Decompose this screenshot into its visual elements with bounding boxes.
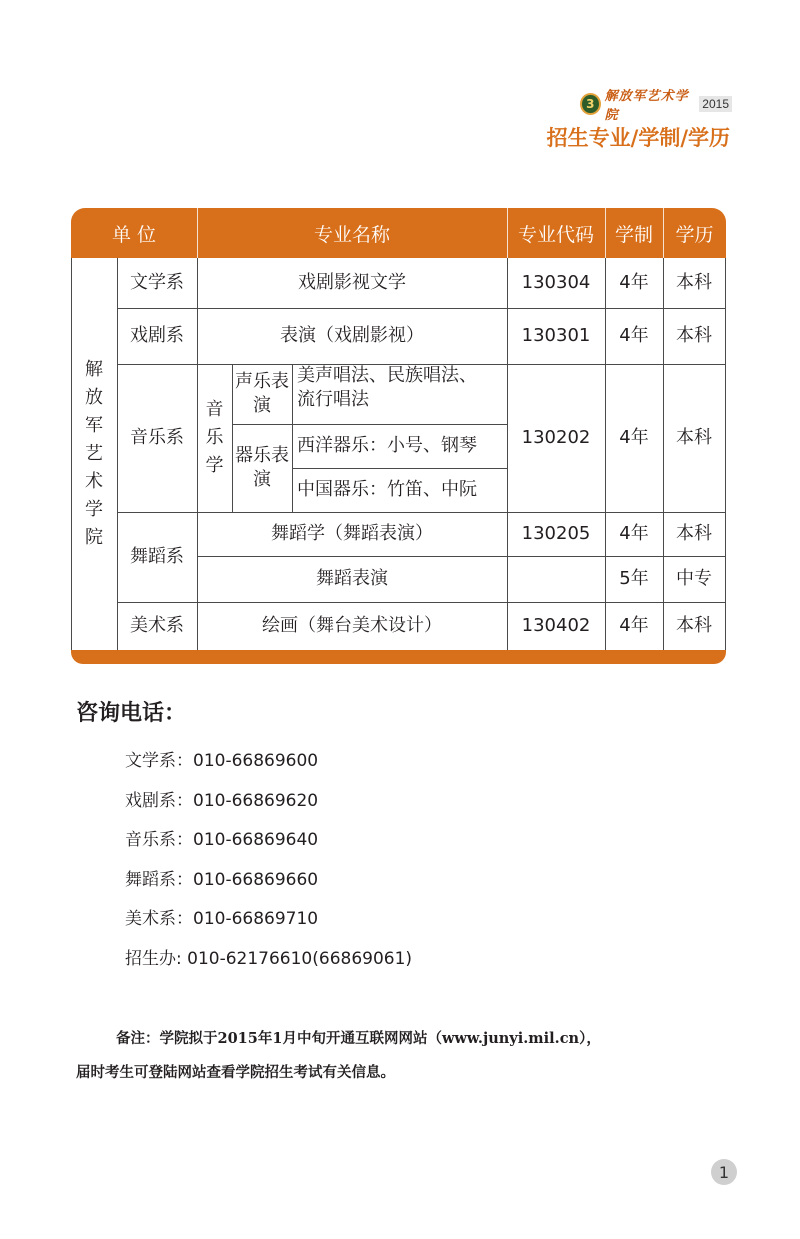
major-dance-performance: 舞蹈表演 xyxy=(316,567,388,589)
duration-drama: 4年 xyxy=(619,324,649,346)
vocal-performance-label: 声乐表演 xyxy=(235,370,289,416)
degree-art: 本科 xyxy=(676,614,712,636)
dept-literature: 文学系 xyxy=(130,271,184,293)
duration-art: 4年 xyxy=(619,614,649,636)
chinese-instruments: 中国器乐：竹笛、中阮 xyxy=(297,478,477,500)
code-drama: 130301 xyxy=(521,324,591,346)
contact-line: 舞蹈系：010-66869660 xyxy=(125,870,319,890)
header-unit: 单 位 xyxy=(111,223,157,246)
institution-label: 解 放 军 艺 术 学 院 xyxy=(85,359,103,548)
major-dance-studies: 舞蹈学（舞蹈表演） xyxy=(271,522,433,544)
dept-music: 音乐系 xyxy=(130,426,184,448)
dept-dance: 舞蹈系 xyxy=(130,545,184,567)
instrument-performance-label: 器乐表演 xyxy=(235,444,289,490)
major-art: 绘画（舞台美术设计） xyxy=(262,614,442,636)
dept-art: 美术系 xyxy=(130,614,184,636)
contact-line: 戏剧系：010-66869620 xyxy=(125,791,319,811)
contact-line: 美术系：010-66869710 xyxy=(125,909,319,929)
college-name: 解放军艺术学院 xyxy=(604,89,689,123)
page-title: 招生专业/学制/学历 xyxy=(546,125,730,150)
degree-drama: 本科 xyxy=(676,324,712,346)
degree-dance: 本科 xyxy=(676,522,712,544)
college-logo xyxy=(580,89,732,123)
contact-title: 咨询电话： xyxy=(76,701,187,726)
year-badge: 2015 xyxy=(699,96,732,112)
table-body xyxy=(71,258,726,650)
note-line-2: 届时考生可登陆网站查看学院招生考试有关信息。 xyxy=(76,1064,395,1081)
contact-line: 文学系：010-66869600 xyxy=(125,751,319,771)
duration-literature: 4年 xyxy=(619,271,649,293)
code-dance: 130205 xyxy=(521,522,591,544)
emblem-icon: 3 xyxy=(580,93,601,115)
duration-dance: 4年 xyxy=(619,522,649,544)
admissions-table xyxy=(71,208,726,664)
note-paragraph xyxy=(76,1022,736,1090)
contact-line: 音乐系：010-66869640 xyxy=(125,830,319,850)
contact-line: 招生办: 010-62176610(66869061) xyxy=(125,949,413,969)
degree-literature: 本科 xyxy=(676,271,712,293)
header-degree: 学历 xyxy=(675,223,714,246)
header-duration: 学制 xyxy=(614,223,653,246)
code-music: 130202 xyxy=(521,426,591,448)
duration-music: 4年 xyxy=(619,426,649,448)
discipline-musicology: 音 乐 学 xyxy=(205,399,224,476)
header-major: 专业名称 xyxy=(313,223,390,246)
table-header xyxy=(71,208,726,258)
vocal-styles: 美声唱法、民族唱法、 流行唱法 xyxy=(297,365,477,411)
table-footer-bar xyxy=(71,650,726,664)
duration-dance-performance: 5年 xyxy=(619,567,649,589)
code-art: 130402 xyxy=(521,614,591,636)
note-line-1: 备注：学院拟于2015年1月中旬开通互联网网站（www.junyi.mil.cn）， xyxy=(116,1030,601,1047)
western-instruments: 西洋器乐：小号、钢琴 xyxy=(297,434,477,456)
degree-dance-performance: 中专 xyxy=(676,567,712,589)
page-number: 1 xyxy=(711,1159,737,1185)
major-literature: 戏剧影视文学 xyxy=(298,271,406,293)
code-literature: 130304 xyxy=(521,271,591,293)
major-drama: 表演（戏剧影视） xyxy=(280,324,424,346)
header-code: 专业代码 xyxy=(517,223,594,246)
degree-music: 本科 xyxy=(676,426,712,448)
dept-drama: 戏剧系 xyxy=(130,324,184,346)
